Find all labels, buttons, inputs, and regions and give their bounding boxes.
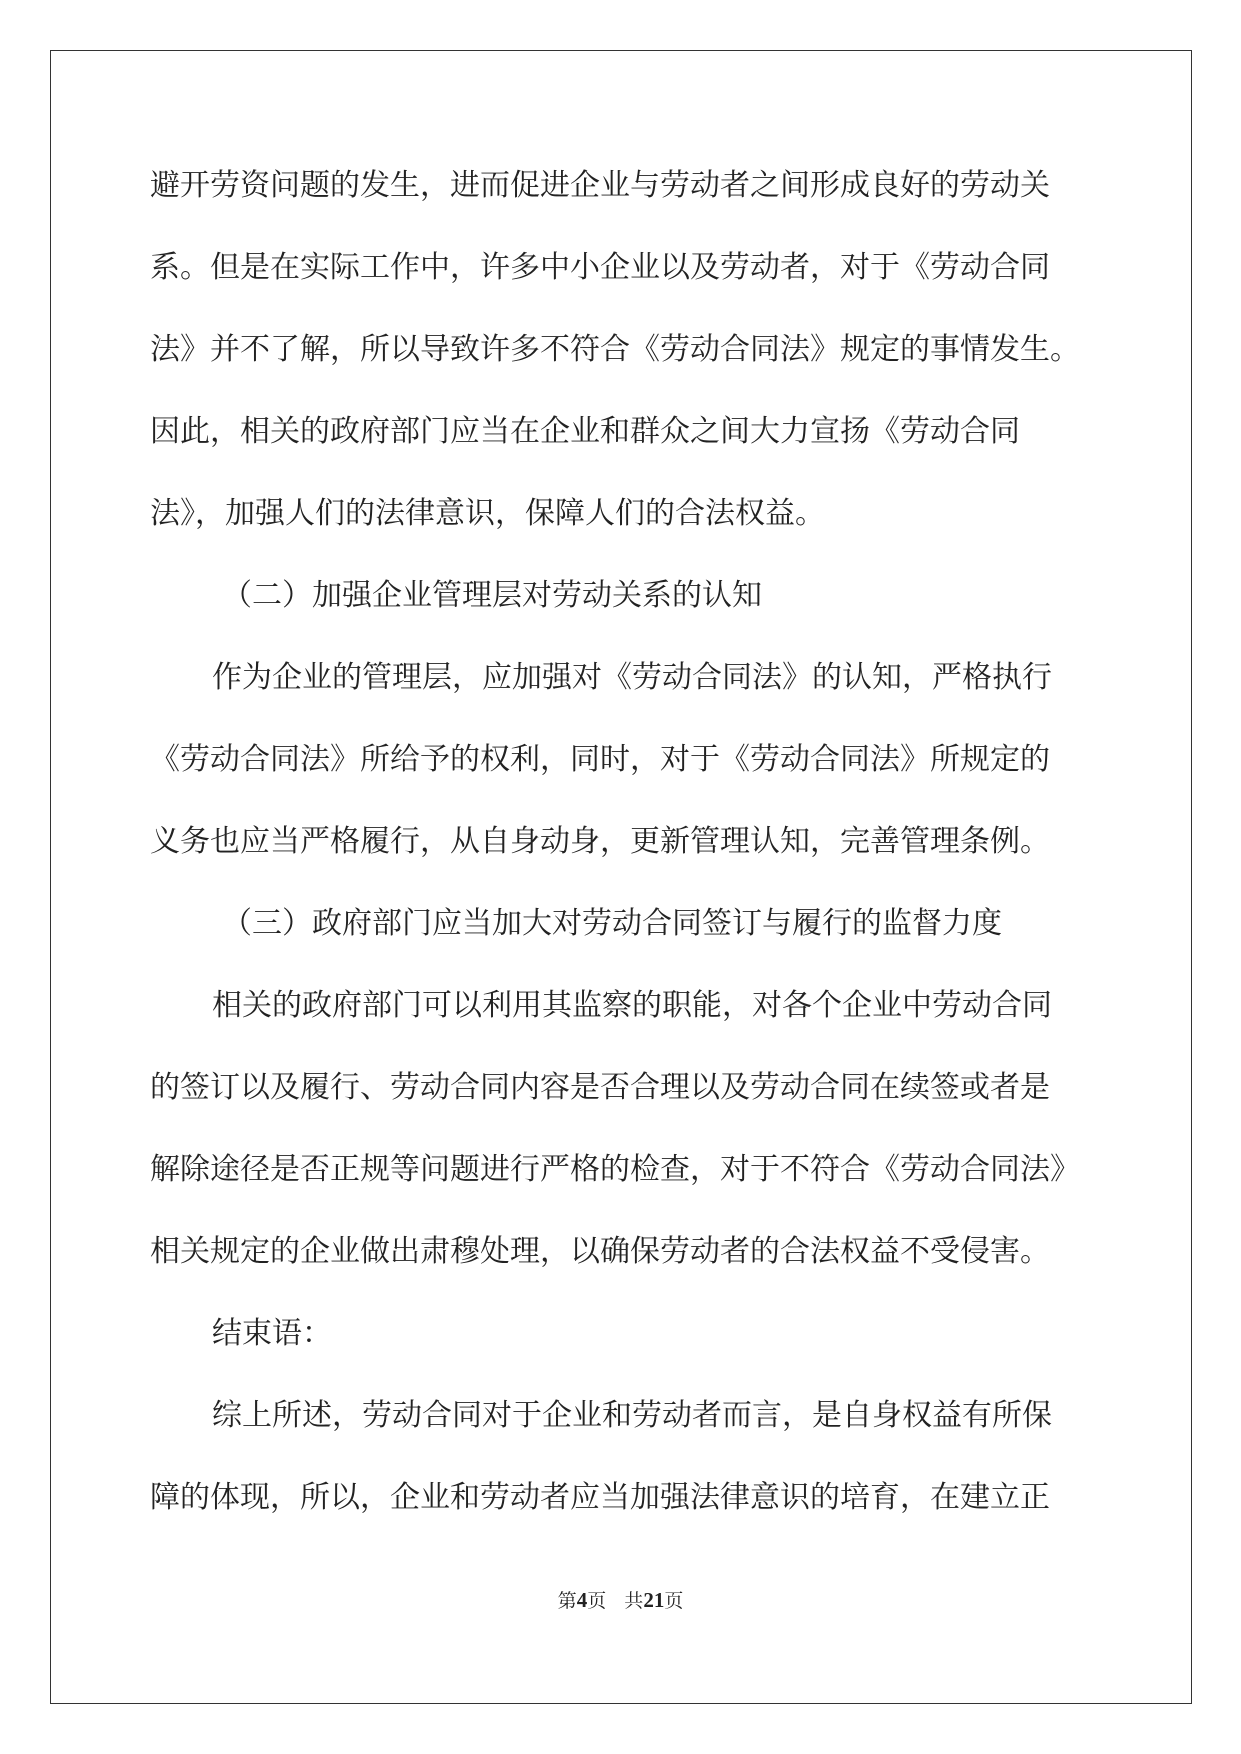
footer-total-pages: 21 — [643, 1588, 665, 1612]
text-line: 系。但是在实际工作中，许多中小企业以及劳动者，对于《劳动合同 — [150, 250, 1050, 285]
text-line: 相关的政府部门可以利用其监察的职能，对各个企业中劳动合同 — [212, 988, 1052, 1023]
footer-page-number: 4 — [576, 1588, 588, 1612]
document-body — [150, 158, 1110, 1552]
text-line: 的签订以及履行、劳动合同内容是否合理以及劳动合同在续签或者是 — [150, 1070, 1050, 1105]
section-heading: 结束语： — [212, 1316, 332, 1351]
page-footer — [0, 1586, 1241, 1613]
section-heading: （三）政府部门应当加大对劳动合同签订与履行的监督力度 — [222, 906, 1002, 941]
footer-suffix: 页 — [664, 1590, 684, 1612]
text-line: 义务也应当严格履行，从自身动身，更新管理认知，完善管理条例。 — [150, 824, 1050, 859]
text-line: 《劳动合同法》所给予的权利，同时，对于《劳动合同法》所规定的 — [150, 742, 1050, 777]
section-heading: （二）加强企业管理层对劳动关系的认知 — [222, 578, 762, 613]
text-line: 避开劳资问题的发生，进而促进企业与劳动者之间形成良好的劳动关 — [150, 168, 1050, 203]
text-line: 解除途径是否正规等问题进行严格的检查，对于不符合《劳动合同法》 — [150, 1152, 1080, 1187]
text-line: 综上所述，劳动合同对于企业和劳动者而言，是自身权益有所保 — [212, 1398, 1052, 1433]
text-line: 作为企业的管理层，应加强对《劳动合同法》的认知，严格执行 — [212, 660, 1052, 695]
footer-prefix: 第 — [557, 1590, 577, 1612]
text-line: 相关规定的企业做出肃穆处理，以确保劳动者的合法权益不受侵害。 — [150, 1234, 1050, 1269]
text-line: 障的体现，所以，企业和劳动者应当加强法律意识的培育，在建立正 — [150, 1480, 1050, 1515]
text-line: 法》，加强人们的法律意识，保障人们的合法权益。 — [150, 496, 825, 531]
text-line: 因此，相关的政府部门应当在企业和群众之间大力宣扬《劳动合同 — [150, 414, 1020, 449]
footer-mid: 页 共 — [587, 1590, 644, 1612]
text-line: 法》并不了解，所以导致许多不符合《劳动合同法》规定的事情发生。 — [150, 332, 1080, 367]
